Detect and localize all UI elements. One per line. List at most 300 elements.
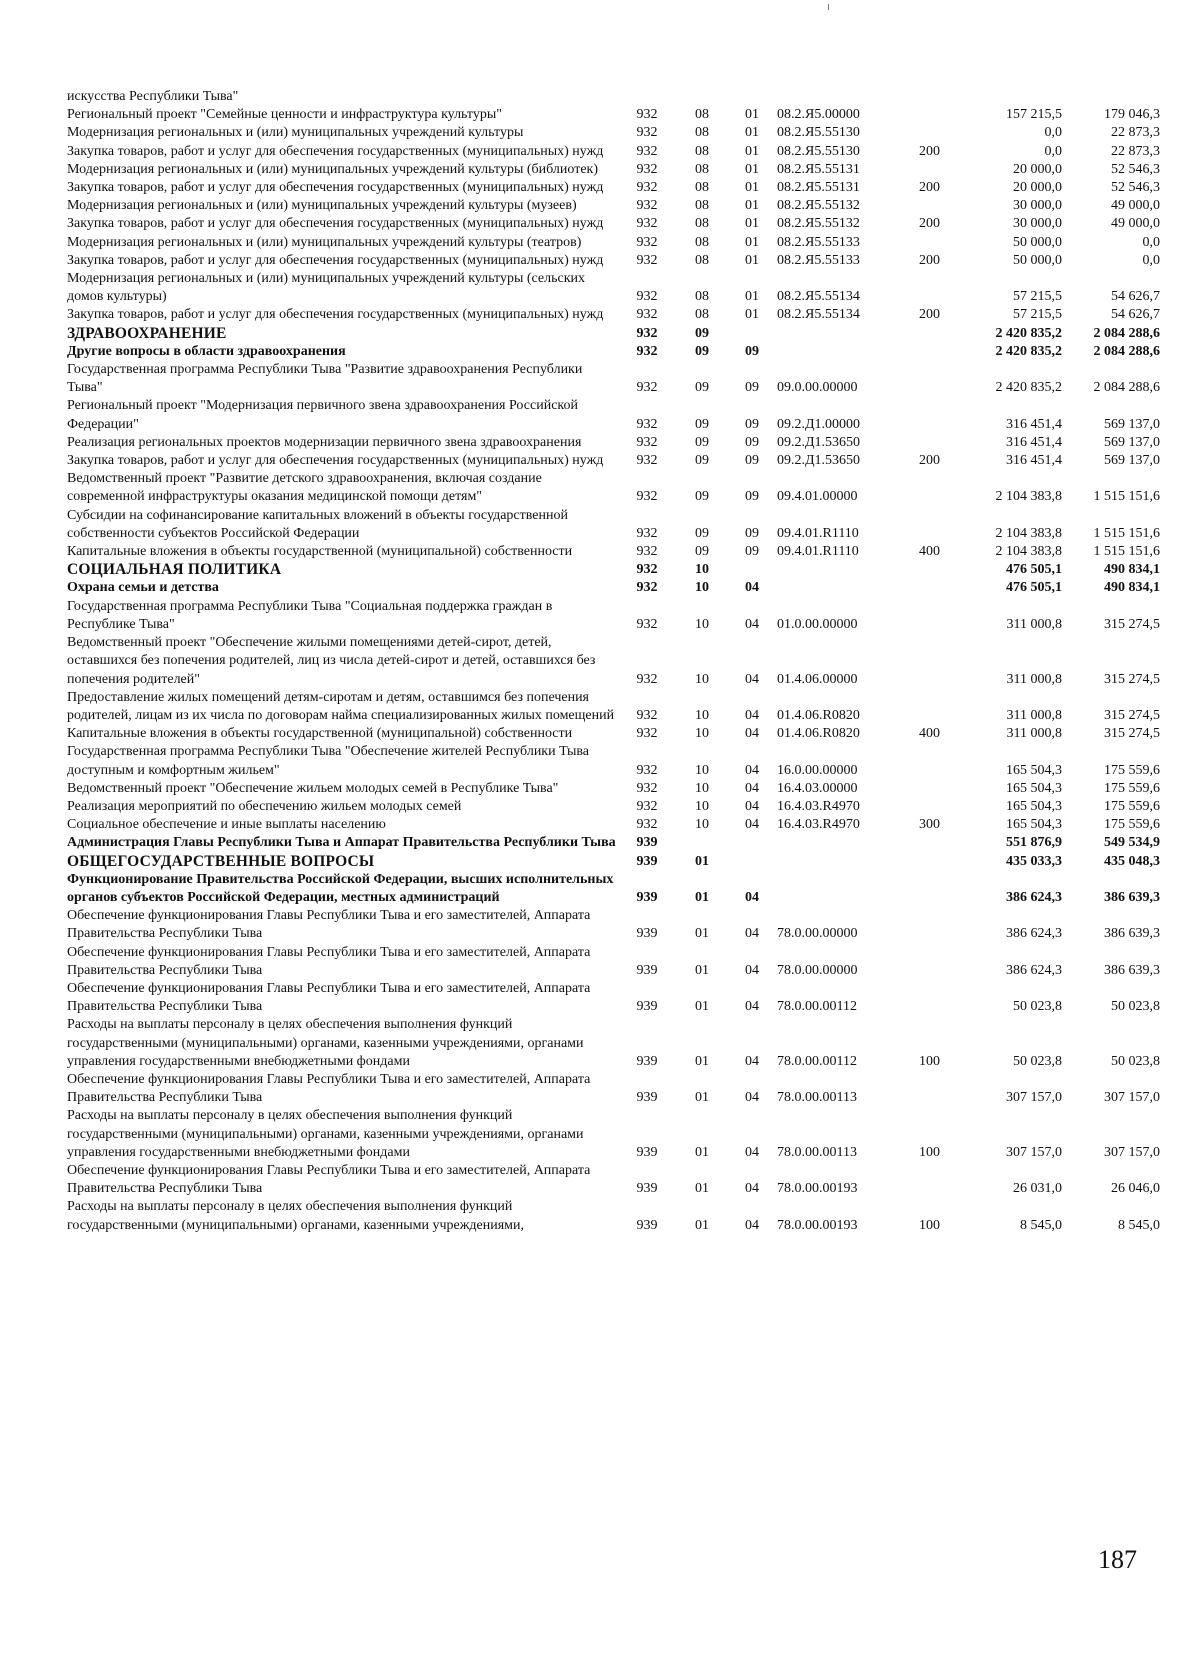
section-code: 10 [695, 580, 709, 596]
amount-year-2: 1 515 151,6 [1093, 544, 1160, 560]
row-name: Социальное обеспечение и иные выплаты населению [67, 817, 386, 833]
target-article-code: 09.2.Д1.53650 [777, 453, 861, 469]
target-article-code [777, 88, 907, 106]
row-name: ОБЩЕГОСУДАРСТВЕННЫЕ ВОПРОСЫ [67, 852, 375, 870]
row-name: Обеспечение функционирования Главы Республики Тыва и его заместителей, Аппарата Правительства Республики Тыва [67, 908, 591, 942]
expense-type-code: 200 [919, 180, 940, 196]
expense-type-code [907, 88, 952, 106]
amount-year-1: 165 504,3 [1006, 780, 1062, 796]
table-row [67, 1107, 1160, 1162]
expense-type-code [907, 871, 952, 907]
target-article-code: 78.0.00.00000 [777, 962, 858, 978]
subsection-code: 04 [745, 580, 759, 596]
target-article-code: 78.0.00.00113 [777, 1144, 857, 1160]
subsection-code [727, 561, 777, 579]
amount-year-1: 165 504,3 [1006, 817, 1062, 833]
table-row [67, 816, 1160, 834]
ministry-code: 932 [636, 780, 658, 796]
expense-type-code: 100 [919, 1053, 940, 1069]
table-row [67, 124, 1160, 142]
section-code: 01 [695, 1090, 709, 1106]
target-article-code: 08.2.Я5.55134 [777, 289, 860, 305]
amount-year-1: 20 000,0 [1013, 161, 1062, 177]
target-article-code: 08.2.Я5.55132 [777, 216, 860, 232]
target-article-code: 09.2.Д1.53650 [777, 434, 861, 450]
subsection-code: 01 [745, 180, 759, 196]
amount-year-1: 57 215,5 [1013, 307, 1062, 323]
subsection-code [727, 853, 777, 871]
section-code: 10 [695, 707, 709, 723]
target-article-code [777, 853, 907, 871]
target-article-code: 08.2.Я5.55131 [777, 180, 860, 196]
amount-year-2: 50 023,8 [1111, 999, 1160, 1015]
ministry-code: 939 [636, 853, 658, 869]
subsection-code: 04 [745, 1090, 759, 1106]
amount-year-1: 50 000,0 [1013, 252, 1062, 268]
amount-year-2: 549 534,9 [1104, 835, 1160, 851]
target-article-code: 16.4.03.00000 [777, 780, 858, 796]
expense-type-code [907, 853, 952, 871]
amount-year-2: 386 639,3 [1104, 962, 1160, 978]
subsection-code: 09 [745, 544, 759, 560]
row-name: Функционирование Правительства Российской Федерации, высших исполнительных органов субъектов Российской Федерации, местных администраций [67, 871, 614, 905]
section-code: 08 [695, 252, 709, 268]
row-name: Расходы на выплаты персоналу в целях обеспечения выполнения функций государственными (муниципальными) органами, казенными учреждениями, органами управления государственными внебюджетными фондами [67, 1017, 584, 1069]
table-row [67, 252, 1160, 270]
ministry-code: 939 [636, 1090, 658, 1106]
amount-year-1: 2 104 383,8 [995, 525, 1062, 541]
ministry-code: 932 [636, 252, 658, 268]
amount-year-2: 490 834,1 [1104, 562, 1160, 578]
subsection-code: 04 [745, 671, 759, 687]
amount-year-2: 0,0 [1142, 252, 1160, 268]
expense-type-code [907, 361, 952, 397]
ministry-code: 932 [636, 307, 658, 323]
table-row [67, 434, 1160, 452]
expense-type-code [907, 197, 952, 215]
section-code [677, 834, 727, 852]
amount-year-2: 54 626,7 [1111, 289, 1160, 305]
section-code: 08 [695, 143, 709, 159]
section-code: 09 [695, 416, 709, 432]
target-article-code: 08.2.Я5.55130 [777, 125, 860, 141]
amount-year-1: 476 505,1 [1006, 580, 1062, 596]
subsection-code: 01 [745, 234, 759, 250]
subsection-code: 01 [745, 198, 759, 214]
amount-year-2: 2 084 288,6 [1093, 380, 1160, 396]
amount-year-1: 2 420 835,2 [995, 325, 1062, 341]
table-row [67, 944, 1160, 980]
section-code [677, 88, 727, 106]
amount-year-1: 50 023,8 [1013, 1053, 1062, 1069]
ministry-code: 932 [636, 671, 658, 687]
section-code: 09 [695, 343, 709, 359]
row-name: Государственная программа Республики Тыва "Развитие здравоохранения Республики Тыва" [67, 362, 583, 396]
table-row [67, 306, 1160, 324]
amount-year-1: 316 451,4 [1006, 453, 1062, 469]
ministry-code: 932 [636, 434, 658, 450]
expense-type-code [907, 106, 952, 124]
row-name: Закупка товаров, работ и услуг для обеспечения государственных (муниципальных) нужд [67, 307, 604, 323]
ministry-code: 932 [636, 416, 658, 432]
expense-type-code [907, 689, 952, 725]
amount-year-1: 2 420 835,2 [995, 380, 1062, 396]
table-row [67, 234, 1160, 252]
section-code: 01 [695, 889, 709, 905]
table-row [67, 689, 1160, 725]
expense-type-code [907, 834, 952, 852]
subsection-code: 01 [745, 289, 759, 305]
ministry-code: 932 [636, 143, 658, 159]
ministry-code: 932 [636, 343, 658, 359]
row-name: Модернизация региональных и (или) муниципальных учреждений культуры (театров) [67, 234, 582, 250]
amount-year-1: 435 033,3 [1006, 853, 1062, 869]
amount-year-1: 165 504,3 [1006, 798, 1062, 814]
subsection-code: 04 [745, 999, 759, 1015]
section-code: 09 [695, 489, 709, 505]
target-article-code: 09.4.01.R1110 [777, 544, 859, 560]
expense-type-code [907, 397, 952, 433]
ministry-code: 932 [636, 489, 658, 505]
row-name: Обеспечение функционирования Главы Республики Тыва и его заместителей, Аппарата Правительства Республики Тыва [67, 944, 591, 978]
subsection-code: 04 [745, 726, 759, 742]
target-article-code [777, 579, 907, 597]
table-row [67, 725, 1160, 743]
amount-year-1: 307 157,0 [1006, 1144, 1062, 1160]
subsection-code: 01 [745, 307, 759, 323]
expense-type-code [907, 561, 952, 579]
subsection-code: 04 [745, 780, 759, 796]
amount-year-2: 54 626,7 [1111, 307, 1160, 323]
amount-year-1: 2 104 383,8 [995, 544, 1062, 560]
table-row [67, 834, 1160, 852]
ministry-code: 932 [636, 580, 658, 596]
section-code: 08 [695, 198, 709, 214]
ministry-code: 932 [636, 525, 658, 541]
target-article-code: 01.0.00.00000 [777, 616, 858, 632]
row-name: Модернизация региональных и (или) муниципальных учреждений культуры (музеев) [67, 198, 577, 214]
amount-year-2: 0,0 [1142, 234, 1160, 250]
amount-year-2: 50 023,8 [1111, 1053, 1160, 1069]
amount-year-2: 1 515 151,6 [1093, 525, 1160, 541]
row-name: Другие вопросы в области здравоохранения [67, 343, 346, 359]
table-row [67, 1016, 1160, 1071]
section-code: 01 [695, 926, 709, 942]
ministry-code: 932 [636, 544, 658, 560]
target-article-code [777, 343, 907, 361]
expense-type-code [907, 1071, 952, 1107]
table-row [67, 780, 1160, 798]
target-article-code: 09.4.01.R1110 [777, 525, 859, 541]
table-row [67, 980, 1160, 1016]
amount-year-2: 307 157,0 [1104, 1090, 1160, 1106]
row-name: Ведомственный проект "Обеспечение жильем молодых семей в Республике Тыва" [67, 780, 559, 796]
amount-year-2: 435 048,3 [1104, 853, 1160, 869]
target-article-code: 08.2.Я5.55133 [777, 252, 860, 268]
amount-year-2: 26 046,0 [1111, 1181, 1160, 1197]
amount-year-1: 386 624,3 [1006, 962, 1062, 978]
table-row [67, 907, 1160, 943]
expense-type-code [907, 161, 952, 179]
amount-year-1: 50 000,0 [1013, 234, 1062, 250]
section-code: 08 [695, 107, 709, 123]
row-name: Субсидии на софинансирование капитальных вложений в объекты государственной собственности субъектов Российской Федерации [67, 507, 568, 541]
table-row [67, 743, 1160, 779]
subsection-code: 04 [745, 817, 759, 833]
subsection-code: 04 [745, 1144, 759, 1160]
ministry-code: 932 [636, 198, 658, 214]
table-row [67, 871, 1160, 907]
table-row [67, 561, 1160, 579]
subsection-code [727, 88, 777, 106]
expense-type-code [907, 980, 952, 1016]
section-code: 01 [695, 853, 709, 869]
section-code: 08 [695, 125, 709, 141]
amount-year-1: 157 215,5 [1006, 107, 1062, 123]
expense-type-code [907, 780, 952, 798]
subsection-code: 09 [745, 434, 759, 450]
expense-type-code [907, 470, 952, 506]
ministry-code [617, 88, 677, 106]
ministry-code: 939 [636, 926, 658, 942]
table-row [67, 88, 1160, 106]
amount-year-2: 2 084 288,6 [1093, 343, 1160, 359]
subsection-code: 09 [745, 380, 759, 396]
table-row [67, 1071, 1160, 1107]
table-row [67, 452, 1160, 470]
amount-year-1: 8 545,0 [1020, 1217, 1062, 1233]
target-article-code: 78.0.00.00193 [777, 1181, 858, 1197]
section-code: 10 [695, 726, 709, 742]
section-code: 08 [695, 216, 709, 232]
ministry-code: 932 [636, 125, 658, 141]
amount-year-1: 311 000,8 [1006, 707, 1062, 723]
section-code: 08 [695, 234, 709, 250]
amount-year-1: 165 504,3 [1006, 762, 1062, 778]
table-row [67, 598, 1160, 634]
amount-year-1: 0,0 [1044, 143, 1062, 159]
expense-type-code: 200 [919, 307, 940, 323]
row-name: Государственная программа Республики Тыва "Социальная поддержка граждан в Республике Тыва" [67, 598, 553, 632]
ministry-code: 932 [636, 380, 658, 396]
amount-year-1: 2 420 835,2 [995, 343, 1062, 359]
amount-year-1: 50 023,8 [1013, 999, 1062, 1015]
expense-type-code [907, 507, 952, 543]
amount-year-1: 57 215,5 [1013, 289, 1062, 305]
row-name: Модернизация региональных и (или) муниципальных учреждений культуры [67, 125, 524, 141]
amount-year-1: 0,0 [1044, 125, 1062, 141]
amount-year-2: 569 137,0 [1104, 434, 1160, 450]
amount-year-1 [952, 88, 1062, 106]
table-row [67, 179, 1160, 197]
row-name: Расходы на выплаты персоналу в целях обеспечения выполнения функций государственными (муниципальными) органами, казенными учреждениями, органами управления государственными внебюджетными фондами [67, 1108, 584, 1160]
expense-type-code [907, 343, 952, 361]
row-name: Реализация мероприятий по обеспечению жильем молодых семей [67, 798, 462, 814]
row-name: Модернизация региональных и (или) муниципальных учреждений культуры (библиотек) [67, 161, 598, 177]
amount-year-2: 175 559,6 [1104, 798, 1160, 814]
row-name: Закупка товаров, работ и услуг для обеспечения государственных (муниципальных) нужд [67, 216, 604, 232]
ministry-code: 939 [636, 835, 658, 851]
target-article-code: 78.0.00.00113 [777, 1090, 857, 1106]
expense-type-code: 400 [919, 726, 940, 742]
row-name: Обеспечение функционирования Главы Республики Тыва и его заместителей, Аппарата Правительства Республики Тыва [67, 1071, 591, 1106]
amount-year-2: 315 274,5 [1104, 616, 1160, 632]
ministry-code: 932 [636, 234, 658, 250]
amount-year-2: 569 137,0 [1104, 453, 1160, 469]
target-article-code: 08.2.Я5.55134 [777, 307, 860, 323]
target-article-code: 16.4.03.R4970 [777, 798, 860, 814]
amount-year-1: 386 624,3 [1006, 926, 1062, 942]
expense-type-code: 200 [919, 143, 940, 159]
row-name: СОЦИАЛЬНАЯ ПОЛИТИКА [67, 561, 282, 579]
ministry-code: 932 [636, 817, 658, 833]
table-row [67, 507, 1160, 543]
subsection-code: 01 [745, 161, 759, 177]
subsection-code: 04 [745, 707, 759, 723]
ministry-code: 932 [636, 616, 658, 632]
ministry-code: 932 [636, 726, 658, 742]
section-code: 01 [695, 1144, 709, 1160]
amount-year-2: 175 559,6 [1104, 817, 1160, 833]
row-name: Закупка товаров, работ и услуг для обеспечения государственных (муниципальных) нужд [67, 252, 604, 268]
table-row [67, 470, 1160, 506]
amount-year-1: 2 104 383,8 [995, 489, 1062, 505]
section-code: 09 [695, 380, 709, 396]
subsection-code: 09 [745, 343, 759, 359]
target-article-code: 09.4.01.00000 [777, 489, 858, 505]
expense-type-code [907, 234, 952, 252]
table-row [67, 1162, 1160, 1198]
row-name: ЗДРАВООХРАНЕНИЕ [67, 324, 227, 342]
subsection-code: 04 [745, 1217, 759, 1233]
table-row [67, 634, 1160, 689]
amount-year-1: 311 000,8 [1006, 616, 1062, 632]
expense-type-code: 200 [919, 453, 940, 469]
amount-year-1: 311 000,8 [1006, 726, 1062, 742]
ministry-code: 932 [636, 762, 658, 778]
expense-type-code [907, 743, 952, 779]
expense-type-code [907, 325, 952, 343]
ministry-code: 932 [636, 325, 658, 341]
expense-type-code [907, 907, 952, 943]
subsection-code: 01 [745, 107, 759, 123]
expense-type-code [907, 579, 952, 597]
section-code: 01 [695, 999, 709, 1015]
row-name: Закупка товаров, работ и услуг для обеспечения государственных (муниципальных) нужд [67, 180, 604, 196]
row-name: Закупка товаров, работ и услуг для обеспечения государственных (муниципальных) нужд [67, 453, 604, 469]
section-code: 10 [695, 671, 709, 687]
row-name: Обеспечение функционирования Главы Республики Тыва и его заместителей, Аппарата Правительства Республики Тыва [67, 980, 591, 1015]
subsection-code: 01 [745, 216, 759, 232]
target-article-code [777, 871, 907, 907]
table-row [67, 161, 1160, 179]
ministry-code: 932 [636, 289, 658, 305]
section-code: 08 [695, 289, 709, 305]
amount-year-1: 26 031,0 [1013, 1181, 1062, 1197]
table-row [67, 1198, 1160, 1234]
section-code: 01 [695, 1053, 709, 1069]
amount-year-2: 52 546,3 [1111, 180, 1160, 196]
row-name: искусства Республики Тыва" [67, 89, 239, 104]
expense-type-code: 400 [919, 544, 940, 560]
row-name: Капитальные вложения в объекты государственной (муниципальной) собственности [67, 726, 573, 742]
amount-year-1: 316 451,4 [1006, 434, 1062, 450]
section-code: 09 [695, 525, 709, 541]
amount-year-2 [1062, 88, 1160, 106]
row-name: Модернизация региональных и (или) муниципальных учреждений культуры (сельских домов культуры) [67, 271, 585, 305]
amount-year-1: 30 000,0 [1013, 198, 1062, 214]
row-name: Расходы на выплаты персоналу в целях обеспечения выполнения функций государственными (муниципальными) органами, казенными учреждениями, [67, 1199, 524, 1233]
amount-year-2: 315 274,5 [1104, 707, 1160, 723]
expense-type-code [907, 598, 952, 634]
ministry-code: 939 [636, 1217, 658, 1233]
amount-year-1: 316 451,4 [1006, 416, 1062, 432]
section-code: 10 [695, 817, 709, 833]
target-article-code [777, 834, 907, 852]
expense-type-code [907, 434, 952, 452]
page-number: 187 [1098, 1545, 1137, 1574]
target-article-code: 01.4.06.R0820 [777, 707, 860, 723]
expense-type-code [907, 1162, 952, 1198]
budget-table-body [67, 88, 1160, 1235]
section-code: 10 [695, 798, 709, 814]
target-article-code: 08.2.Я5.55133 [777, 234, 860, 250]
table-row [67, 397, 1160, 433]
target-article-code [777, 561, 907, 579]
ministry-code: 932 [636, 707, 658, 723]
section-code: 10 [695, 780, 709, 796]
subsection-code: 04 [745, 926, 759, 942]
expense-type-code: 100 [919, 1144, 940, 1160]
subsection-code: 09 [745, 489, 759, 505]
ministry-code: 932 [636, 453, 658, 469]
ministry-code: 932 [636, 216, 658, 232]
section-code: 08 [695, 307, 709, 323]
section-code: 08 [695, 180, 709, 196]
amount-year-2: 2 084 288,6 [1093, 325, 1160, 341]
section-code: 01 [695, 962, 709, 978]
subsection-code [727, 325, 777, 343]
section-code: 01 [695, 1181, 709, 1197]
row-name: Ведомственный проект "Развитие детского здравоохранения, включая создание современной инфраструктуры оказания медицинской помощи детям" [67, 471, 542, 505]
table-row [67, 343, 1160, 361]
ministry-code: 932 [636, 161, 658, 177]
table-row [67, 325, 1160, 343]
row-name: Региональный проект "Модернизация первичного звена здравоохранения Российской Федерации" [67, 398, 578, 432]
row-name: Обеспечение функционирования Главы Республики Тыва и его заместителей, Аппарата Правительства Республики Тыва [67, 1162, 591, 1197]
section-code: 08 [695, 161, 709, 177]
target-article-code: 78.0.00.00112 [777, 999, 857, 1015]
table-row [67, 215, 1160, 233]
expense-type-code: 100 [919, 1217, 940, 1233]
subsection-code: 04 [745, 889, 759, 905]
target-article-code: 01.4.06.R0820 [777, 726, 860, 742]
amount-year-2: 315 274,5 [1104, 671, 1160, 687]
section-code: 10 [695, 762, 709, 778]
target-article-code: 16.4.03.R4970 [777, 817, 860, 833]
expense-type-code [907, 270, 952, 306]
amount-year-2: 315 274,5 [1104, 726, 1160, 742]
subsection-code: 04 [745, 616, 759, 632]
table-row [67, 106, 1160, 124]
subsection-code: 04 [745, 762, 759, 778]
amount-year-2: 307 157,0 [1104, 1144, 1160, 1160]
amount-year-2: 22 873,3 [1111, 143, 1160, 159]
row-name: Охрана семьи и детства [67, 580, 219, 596]
subsection-code: 01 [745, 125, 759, 141]
ministry-code: 932 [636, 180, 658, 196]
amount-year-2: 490 834,1 [1104, 580, 1160, 596]
